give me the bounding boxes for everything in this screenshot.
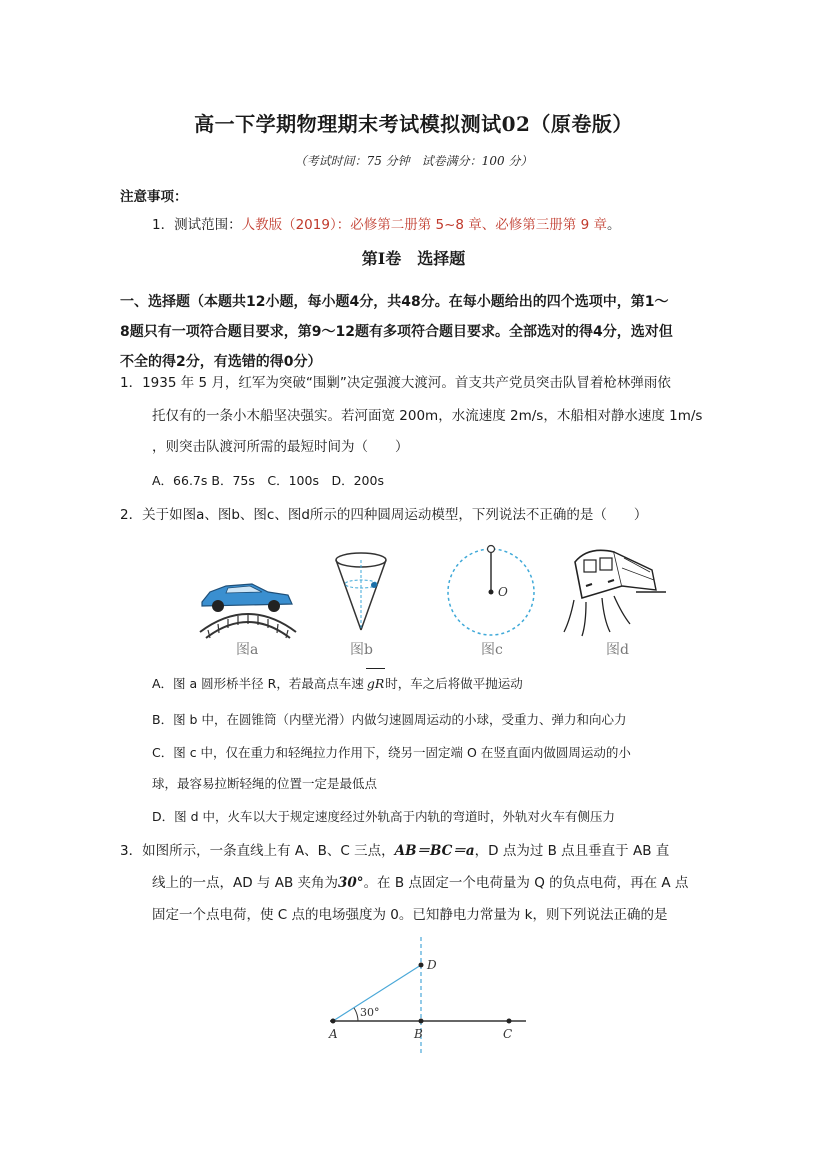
point-a [331, 1019, 336, 1024]
point-b [419, 1019, 424, 1024]
q3-line1 [120, 836, 669, 866]
q2-figure-svg [190, 540, 670, 660]
scope-prefix: 1．测试范围： [152, 217, 242, 233]
q3-line2-pre: 线上的一点，AD 与 AB 夹角为 [152, 875, 339, 891]
q2-stem: 2．关于如图a、图b、图c、图d所示的四种圆周运动模型，下列说法不正确的是（ ） [120, 507, 648, 523]
section-instructions [120, 287, 710, 377]
figure-d-train [564, 550, 666, 636]
part-title: 第Ⅰ卷 选择题 [361, 249, 466, 268]
q3-angle: 30° [338, 875, 364, 891]
q3-line2 [152, 868, 712, 898]
q2-option-a-text: A．图 a 圆形桥半径 R，若最高点车速 [152, 676, 364, 691]
section-line: 一、选择题（本题共12小题，每小题4分，共48分。在每小题给出的四个选项中，第1～ [120, 294, 669, 310]
caption-fig-c: 图c [481, 642, 503, 658]
q3-line1-post: ，D 点为过 B 点且垂直于 AB 直 [474, 843, 670, 859]
q1-line2: 托仅有的一条小木船坚决强实。若河面宽 200m，水流速度 2m/s，木船相对静水速度 1m/s [152, 408, 703, 424]
caption-fig-a: 图a [236, 642, 259, 658]
q1-options: A．66.7s B．75s C．100s D．200s [152, 473, 384, 488]
page-title: 高一下学期物理期末考试模拟测试02（原卷版） [194, 112, 633, 136]
q2-option-b: B．图 b 中，在圆锥筒（内壁光滑）内做匀速圆周运动的小球，受重力、弹力和向心力 [152, 712, 627, 727]
point-o-label: O [498, 585, 508, 599]
q2-option-c-line2: 球，最容易拉断轻绳的位置一定是最低点 [152, 776, 378, 791]
notes-heading: 注意事项： [120, 189, 188, 205]
q3-figure [320, 935, 540, 1060]
caption-fig-d: 图d [606, 642, 629, 658]
exam-info: （考试时间：75 分钟 试卷满分：100 分） [294, 154, 533, 168]
point-c [507, 1019, 512, 1024]
test-scope [152, 213, 620, 233]
q3-ab-eq: AB＝BC＝a [394, 843, 475, 859]
label-a: A [329, 1027, 338, 1041]
label-angle: 30° [360, 1006, 380, 1019]
label-d: D [427, 958, 437, 972]
q3-line2-post: 。在 B 点固定一个电荷量为 Q 的负点电荷，再在 A 点 [363, 875, 689, 891]
label-c: C [503, 1027, 513, 1041]
q2-figures [190, 540, 670, 660]
q3-line3: 固定一个点电荷，使 C 点的电场强度为 0。已知静电力常量为 k，则下列说法正确的是 [152, 907, 668, 923]
scope-suffix: 。 [606, 217, 621, 233]
label-b: B [414, 1027, 423, 1041]
caption-fig-b: 图b [350, 642, 373, 658]
point-d [419, 963, 424, 968]
q2-option-a [152, 668, 523, 699]
q1-line3: ，则突击队渡河所需的最短时间为（ ） [152, 439, 409, 455]
q3-line1-pre: 3．如图所示，一条直线上有 A、B、C 三点， [120, 843, 395, 859]
q3-figure-svg [320, 935, 540, 1060]
q2-option-d: D．图 d 中，火车以大于规定速度经过外轨高于内轨的弯道时，外轨对火车有侧压力 [152, 809, 616, 824]
figure-c-vertical-circle [448, 546, 534, 636]
figure-a-car-bridge [200, 584, 296, 638]
scope-content: 人教版（2019）：必修第二册第 5~8 章、必修第三册第 9 章 [241, 217, 607, 233]
q1-line1: 1．1935 年 5 月，红军为突破“围剿”决定强渡大渡河。首支共产党员突击队冒着枪林弹雨依 [120, 375, 671, 391]
q2-option-a-text-end: 时，车之后将做平抛运动 [385, 676, 523, 691]
figure-b-cone [336, 553, 386, 630]
section-line: 8题只有一项符合题目要求，第9～12题有多项符合题目要求。全部选对的得4分，选对但 [120, 324, 673, 340]
q2-option-c-line1: C．图 c 中，仅在重力和轻绳拉力作用下，绕另一固定端 O 在竖直面内做圆周运动的小 [152, 745, 631, 760]
section-line: 不全的得2分，有选错的得0分） [120, 354, 322, 370]
sqrt-gr: gR [366, 668, 385, 699]
